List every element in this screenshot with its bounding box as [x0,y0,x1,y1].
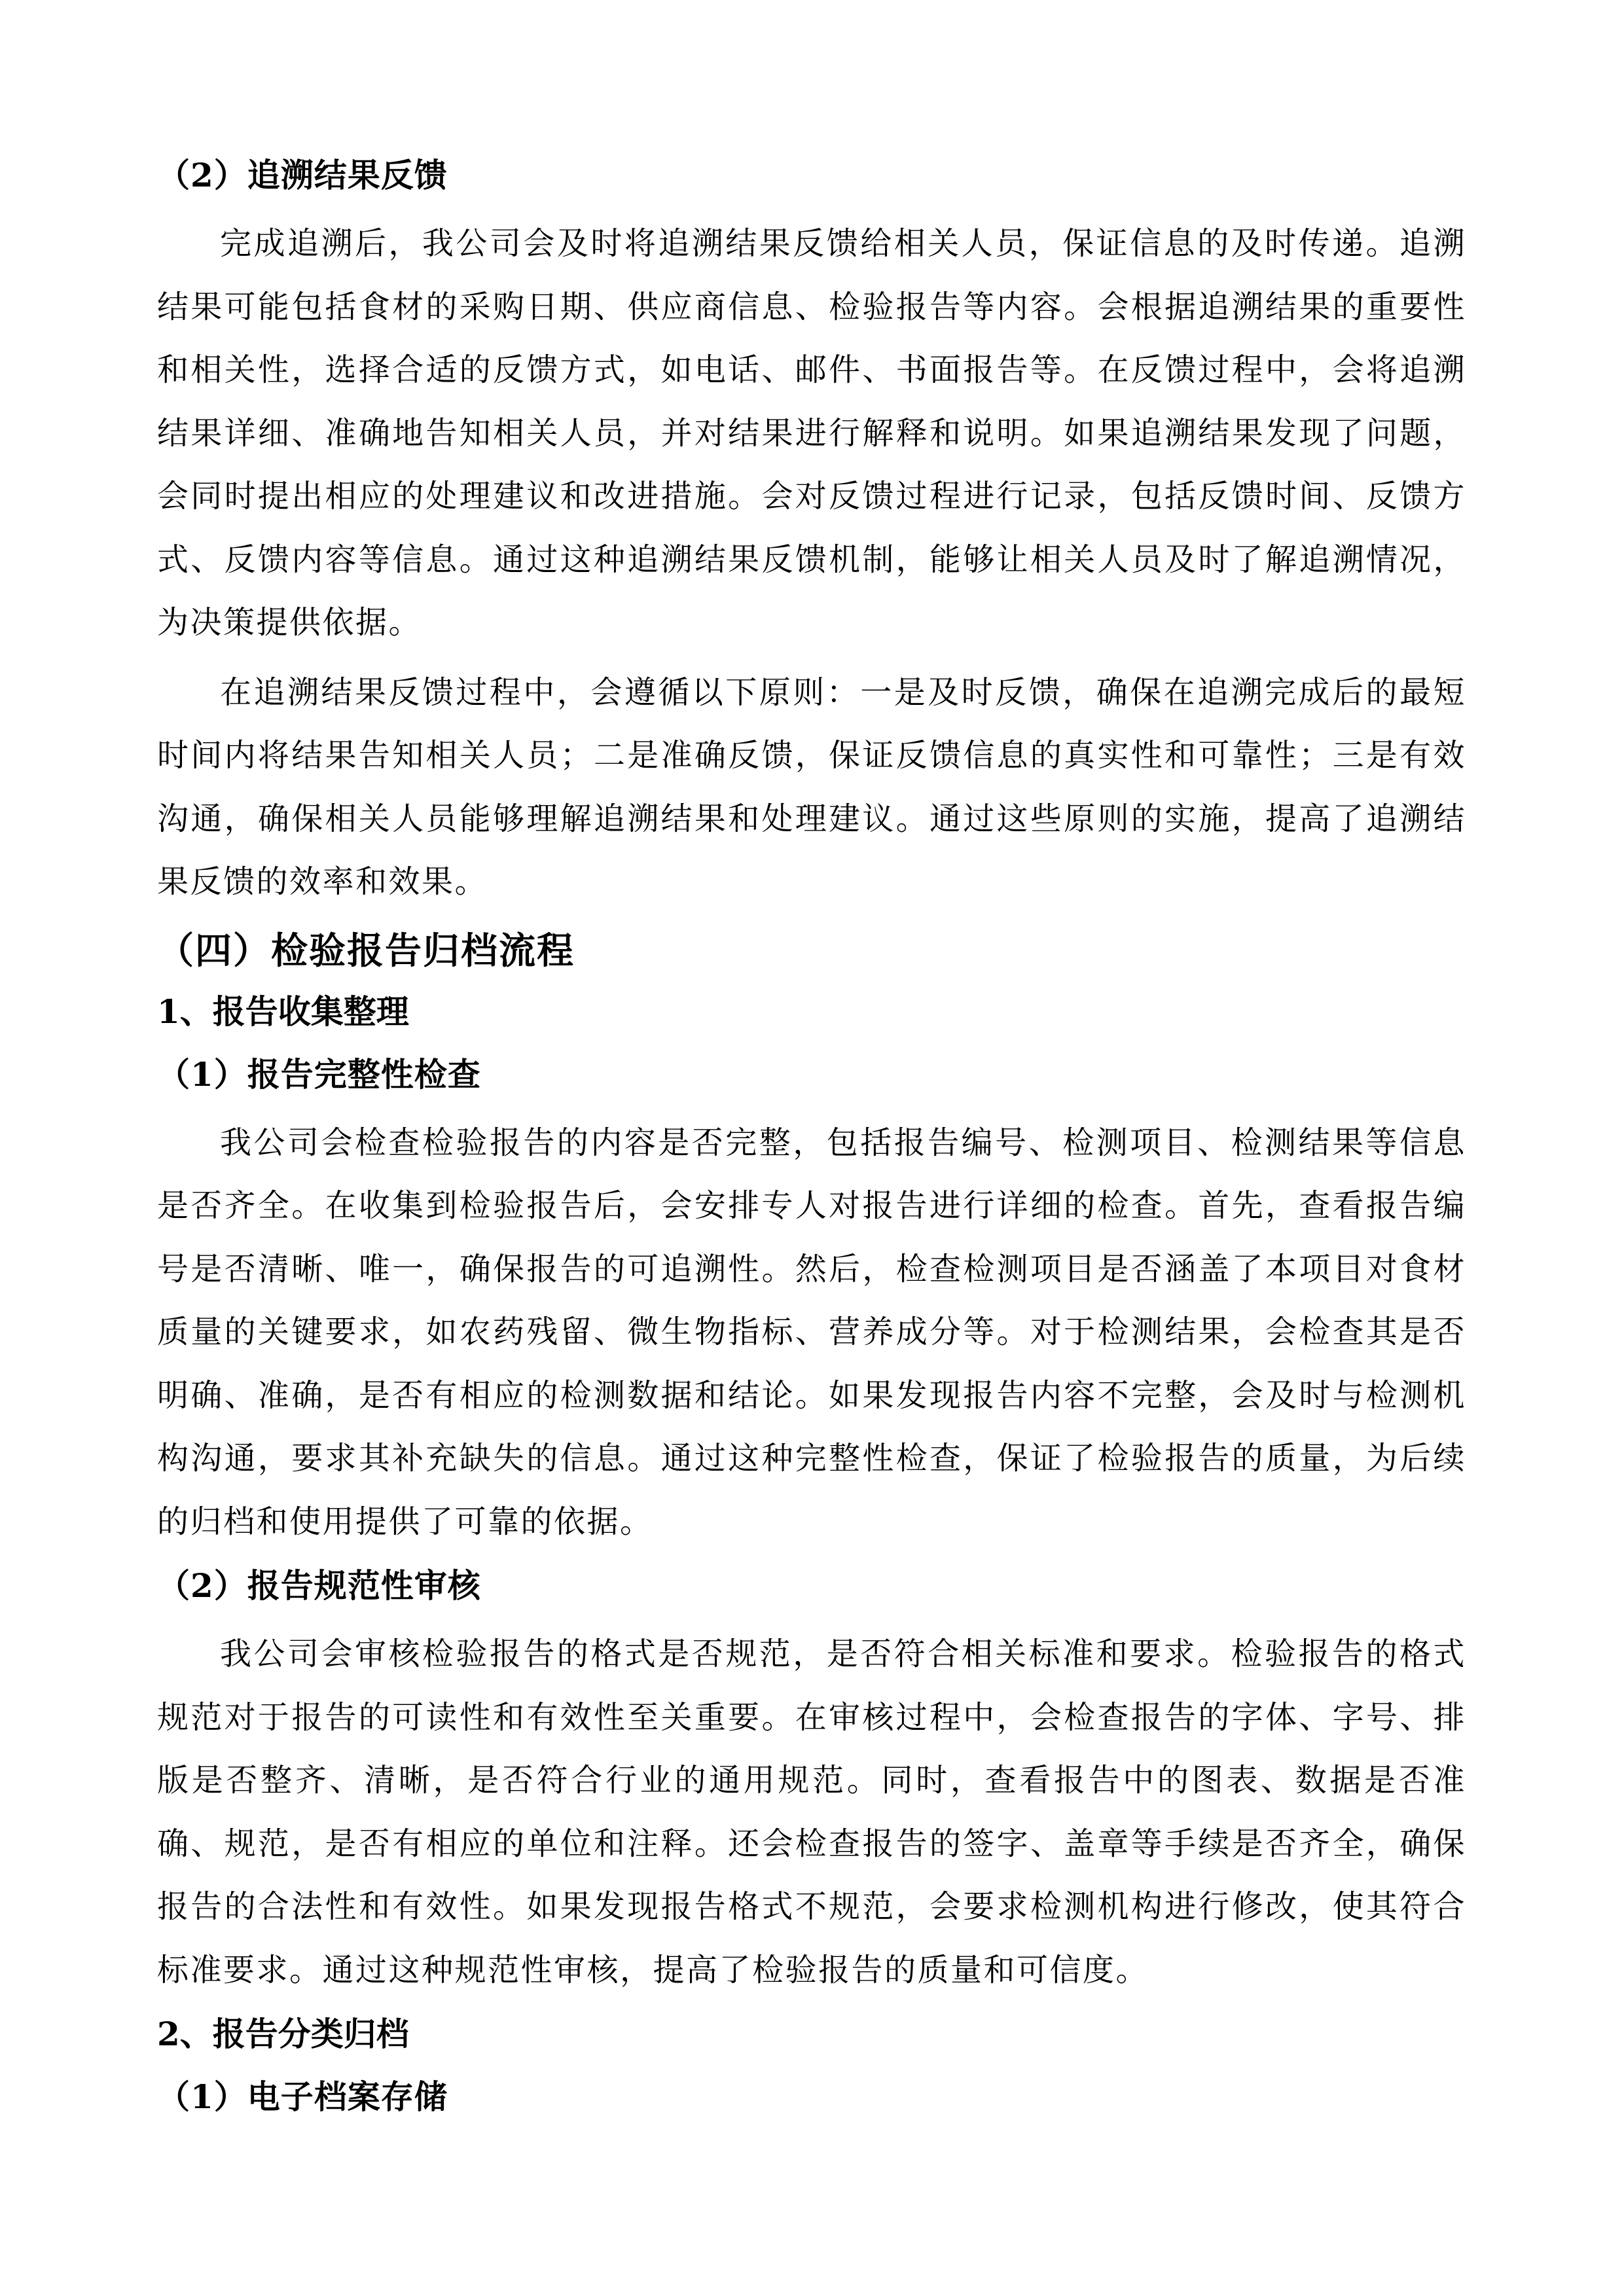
subheading-traceability-feedback: （2）追溯结果反馈 [157,156,448,194]
document-page [157,149,1466,2134]
subheading-completeness-check: （1）报告完整性检查 [157,1054,481,1094]
paragraph-standardization-review: 我公司会审核检验报告的格式是否规范，是否符合相关标准和要求。检验报告的格式规范对于报告的可读性和有效性至关重要。在审核过程中，会检查报告的字体、字号、排版是否整齐、清晰，是否符合行业的通用规范。同时，查看报告中的图表、数据是否准确、规范，是否有相应的单位和注释。还会检查报告的签字、盖章等手续是否齐全，确保报告的合法性和有效性。如果发现报告格式不规范，会要求检测机构进行修改，使其符合标准要求。通过这种规范性审核，提高了检验报告的质量和可信度。 [157,1636,1466,1988]
section-heading-report-archiving: （四）检验报告归档流程 [157,929,575,973]
subheading-electronic-storage: （1）电子档案存储 [157,2077,448,2116]
numbered-heading-report-collection: 1、报告收集整理 [157,992,409,1031]
paragraph-feedback-principles: 在追溯结果反馈过程中，会遵循以下原则：一是及时反馈，确保在追溯完成后的最短时间内将结果告知相关人员；二是准确反馈，保证反馈信息的真实性和可靠性；三是有效沟通，确保相关人员能够理解追溯结果和处理建议。通过这些原则的实施，提高了追溯结果反馈的效率和效果。 [157,673,1466,900]
paragraph-feedback-process: 完成追溯后，我公司会及时将追溯结果反馈给相关人员，保证信息的及时传递。追溯结果可能包括食材的采购日期、供应商信息、检验报告等内容。会根据追溯结果的重要性和相关性，选择合适的反馈方式，如电话、邮件、书面报告等。在反馈过程中，会将追溯结果详细、准确地告知相关人员，并对结果进行解释和说明。如果追溯结果发现了问题，会同时提出相应的处理建议和改进措施。会对反馈过程进行记录，包括反馈时间、反馈方式、反馈内容等信息。通过这种追溯结果反馈机制，能够让相关人员及时了解追溯情况，为决策提供依据。 [157,225,1466,641]
numbered-heading-classification-archiving: 2、报告分类归档 [157,2015,409,2053]
paragraph-completeness-check: 我公司会检查检验报告的内容是否完整，包括报告编号、检测项目、检测结果等信息是否齐全。在收集到检验报告后，会安排专人对报告进行详细的检查。首先，查看报告编号是否清晰、唯一，确保报告的可追溯性。然后，检查检测项目是否涵盖了本项目对食材质量的关键要求，如农药残留、微生物指标、营养成分等。对于检测结果，会检查其是否明确、准确，是否有相应的检测数据和结论。如果发现报告内容不完整，会及时与检测机构沟通，要求其补充缺失的信息。通过这种完整性检查，保证了检验报告的质量，为后续的归档和使用提供了可靠的依据。 [157,1124,1466,1540]
subheading-standardization-review: （2）报告规范性审核 [157,1566,481,1605]
